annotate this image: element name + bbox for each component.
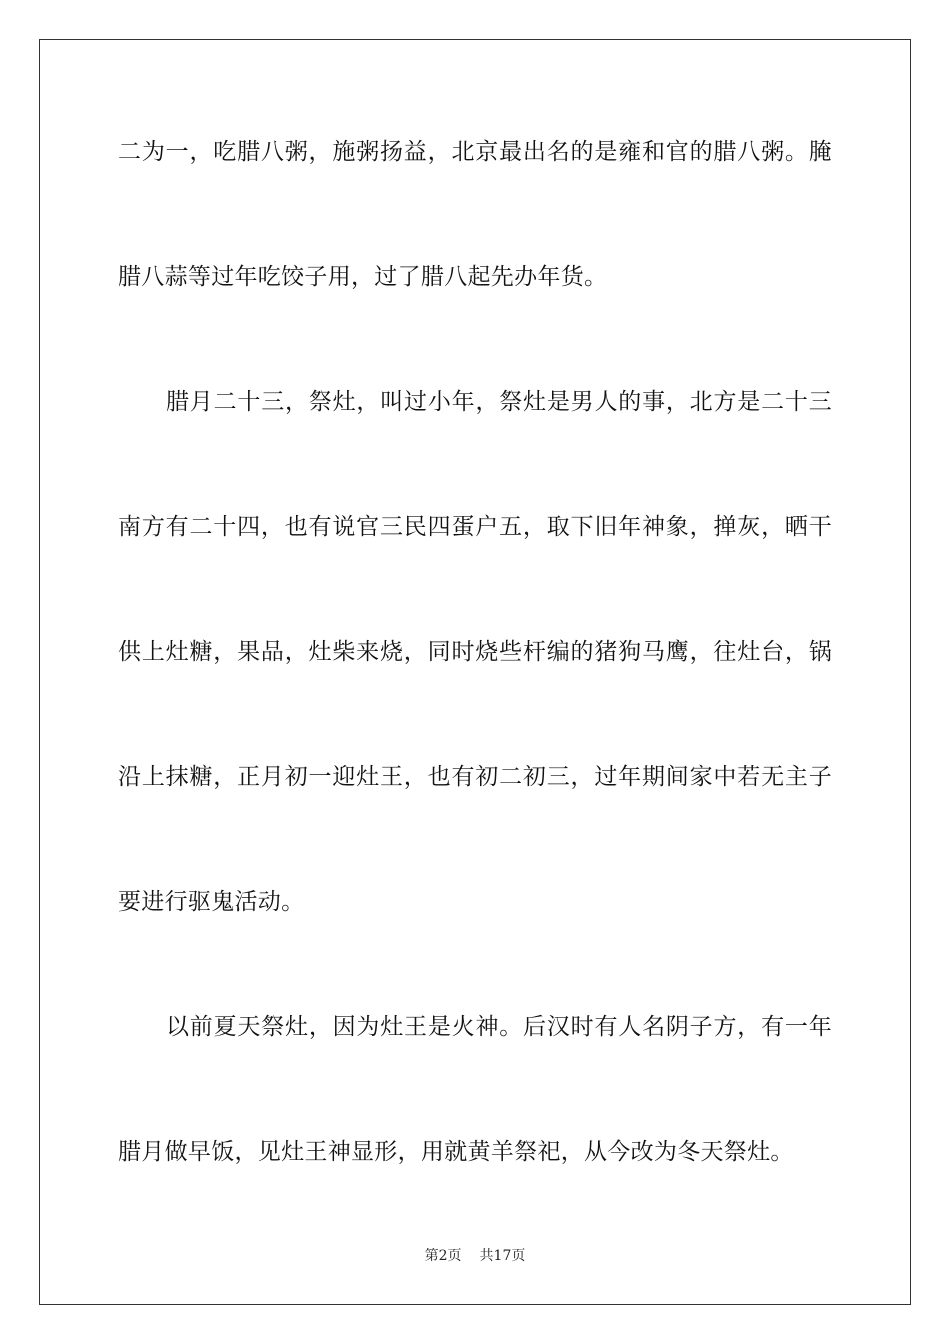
text-line: 要进行驱鬼活动。 xyxy=(118,889,305,915)
page-footer xyxy=(0,1247,950,1265)
text-line: 南方有二十四，也有说官三民四蛋户五，取下旧年神象，掸灰，晒干 xyxy=(118,514,832,540)
text-line: 腊月做早饭，见灶王神显形，用就黄羊祭祀，从今改为冬天祭灶。 xyxy=(118,1139,794,1165)
page-number: 第2页 xyxy=(424,1248,462,1264)
page-total: 共17页 xyxy=(479,1248,526,1264)
text-line: 沿上抹糖，正月初一迎灶王，也有初二初三，过年期间家中若无主子 xyxy=(118,764,832,790)
text-line: 供上灶糖，果品，灶柴来烧，同时烧些杆编的猪狗马鹰，往灶台，锅 xyxy=(118,639,832,665)
text-line: 二为一，吃腊八粥，施粥扬益，北京最出名的是雍和官的腊八粥。腌 xyxy=(118,139,832,165)
page-border xyxy=(39,39,911,1305)
paragraph-first-line: 腊月二十三，祭灶，叫过小年，祭灶是男人的事，北方是二十三 xyxy=(166,389,832,415)
text-line: 腊八蒜等过年吃饺子用，过了腊八起先办年货。 xyxy=(118,264,608,290)
paragraph-first-line: 以前夏天祭灶，因为灶王是火神。后汉时有人名阴子方，有一年 xyxy=(166,1014,832,1040)
